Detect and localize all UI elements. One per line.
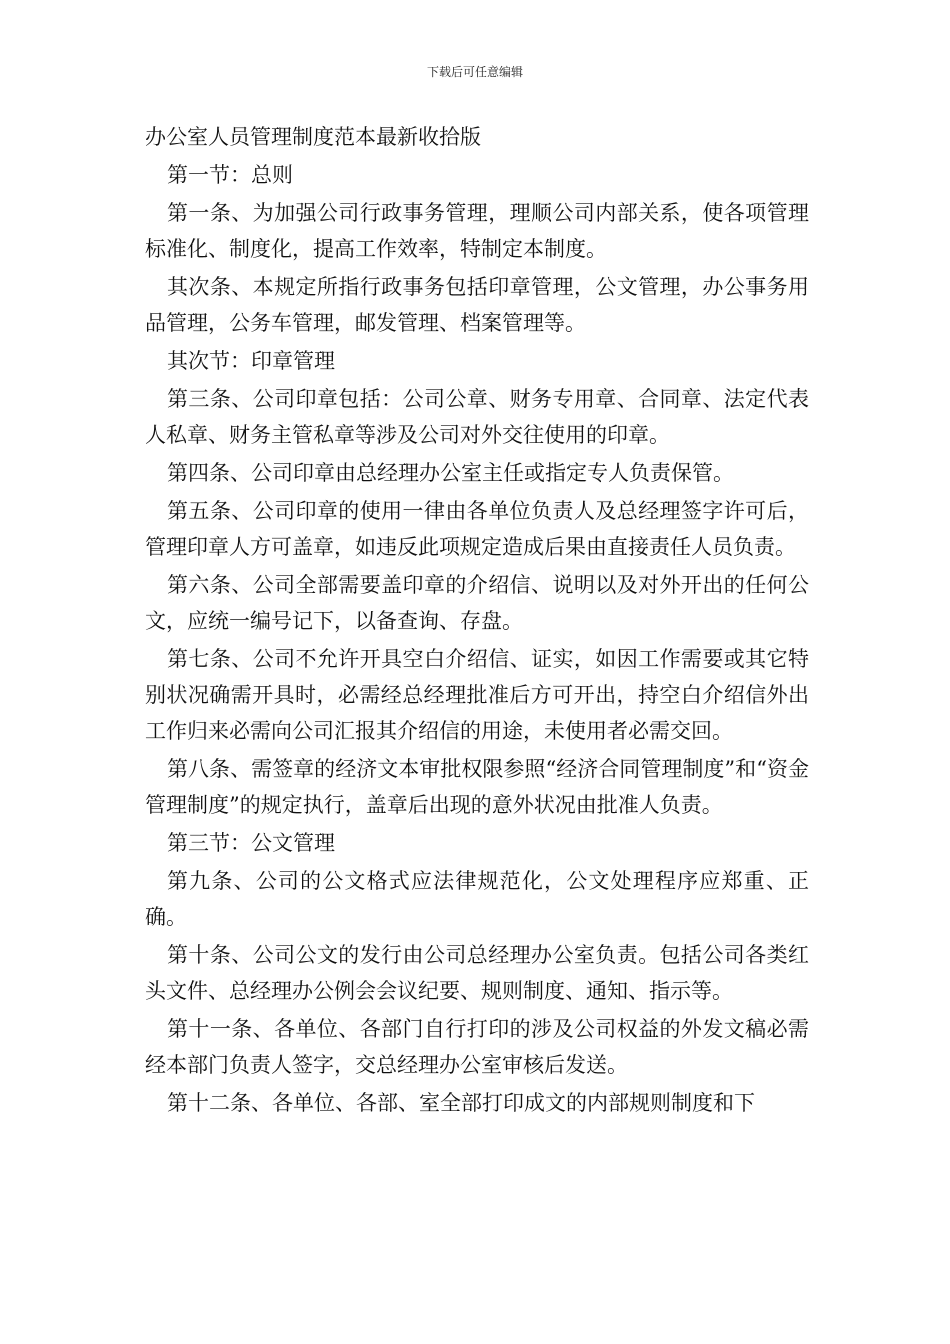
article-paragraph: 第十一条、各单位、各部门自行打印的涉及公司权益的外发文稿必需经本部门负责人签字，交总经理办公室审核后发送。 [145, 1017, 809, 1077]
article-paragraph: 第五条、公司印章的使用一律由各单位负责人及总经理签字许可后，管理印章人方可盖章，如违反此项规定造成后果由直接责任人员负责。 [145, 499, 809, 559]
page-header: 下载后可任意编辑 [426, 65, 523, 79]
article-paragraph: 第三条、公司印章包括：公司公章、财务专用章、合同章、法定代表人私章、财务主管私章等涉及公司对外交往使用的印章。 [145, 387, 809, 447]
document-title: 办公室人员管理制度范本最新收拾版 [145, 125, 481, 149]
article-paragraph: 第九条、公司的公文格式应法律规范化，公文处理程序应郑重、正确。 [145, 869, 809, 929]
article-paragraph: 第十条、公司公文的发行由公司总经理办公室负责。包括公司各类红头文件、总经理办公例会会议纪要、规则制度、通知、指示等。 [145, 943, 809, 1003]
article-paragraph: 第六条、公司全部需要盖印章的介绍信、说明以及对外开出的任何公文，应统一编号记下，以备查询、存盘。 [145, 573, 809, 633]
article-paragraph: 其次条、本规定所指行政事务包括印章管理，公文管理，办公事务用品管理，公务车管理，邮发管理、档案管理等。 [145, 275, 809, 335]
section-heading-2: 其次节：印章管理 [167, 349, 335, 373]
document-body [145, 119, 809, 1121]
section-heading-3: 第三节：公文管理 [167, 831, 335, 855]
article-paragraph: 第一条、为加强公司行政事务管理，理顺公司内部关系，使各项管理标准化、制度化，提高工作效率，特制定本制度。 [145, 201, 809, 261]
article-paragraph: 第四条、公司印章由总经理办公室主任或指定专人负责保管。 [167, 461, 734, 485]
article-paragraph: 第十二条、各单位、各部、室全部打印成文的内部规则制度和下 [167, 1091, 755, 1115]
section-heading-1: 第一节：总则 [167, 163, 293, 187]
article-paragraph: 第七条、公司不允许开具空白介绍信、证实，如因工作需要或其它特别状况确需开具时，必需经总经理批准后方可开出，持空白介绍信外出工作归来必需向公司汇报其介绍信的用途，未使用者必需交回。 [145, 647, 809, 743]
article-paragraph: 第八条、需签章的经济文本审批权限参照“经济合同管理制度”和“资金管理制度”的规定执行，盖章后出现的意外状况由批准人负责。 [145, 757, 809, 817]
